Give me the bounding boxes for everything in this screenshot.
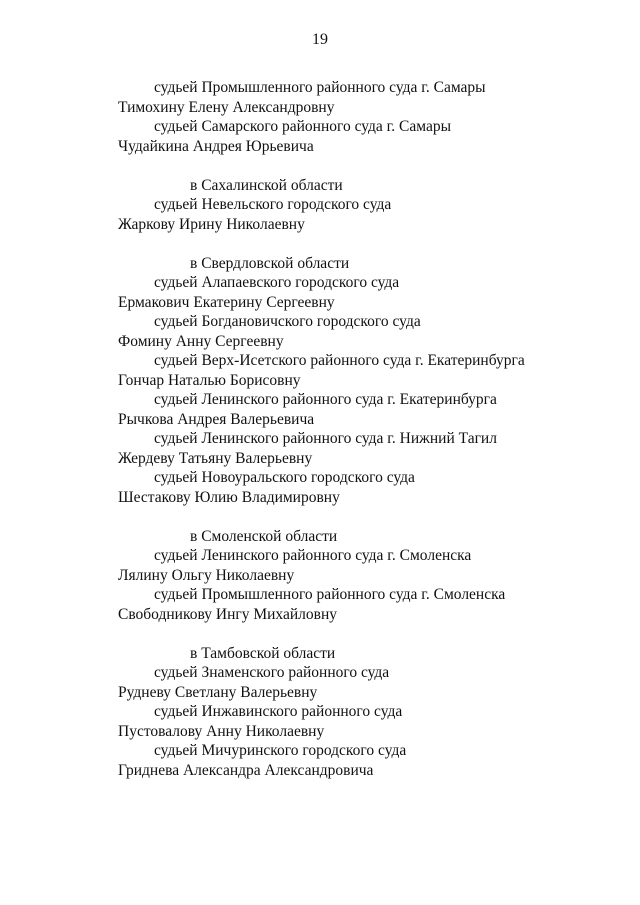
appointee-name: Пустовалову Анну Николаевну bbox=[118, 722, 325, 740]
appointee-name: Фомину Анну Сергеевну bbox=[118, 332, 284, 350]
paragraph-gap bbox=[118, 624, 618, 644]
appointee-name: Рычкова Андрея Валерьевича bbox=[118, 410, 315, 428]
court-line: судьей Ленинского районного суда г. Смоленска bbox=[154, 547, 472, 564]
court-line: судьей Мичуринского городского суда bbox=[154, 742, 407, 759]
document-body bbox=[118, 78, 618, 780]
region-heading: в Смоленской области bbox=[190, 527, 338, 545]
paragraph-gap bbox=[118, 234, 618, 254]
appointee-name: Тимохину Елену Александровну bbox=[118, 98, 335, 116]
court-line: судьей Промышленного районного суда г. Смоленска bbox=[154, 586, 506, 603]
appointee-name: Ермакович Екатерину Сергеевну bbox=[118, 293, 335, 311]
appointee-name: Рудневу Светлану Валерьевну bbox=[118, 683, 318, 701]
region-heading: в Тамбовской области bbox=[190, 644, 336, 662]
paragraph-gap bbox=[118, 156, 618, 176]
court-line: судьей Ленинского районного суда г. Нижний Тагил bbox=[154, 430, 497, 447]
court-line: судьей Инжавинского районного суда bbox=[154, 703, 403, 720]
court-line: судьей Знаменского районного суда bbox=[154, 664, 390, 681]
region-heading: в Свердловской области bbox=[190, 254, 350, 272]
appointee-name: Шестакову Юлию Владимировну bbox=[118, 488, 340, 506]
appointee-name: Свободникову Ингу Михайловну bbox=[118, 605, 337, 623]
appointee-name: Гончар Наталью Борисовну bbox=[118, 371, 301, 389]
page-number: 19 bbox=[312, 31, 328, 48]
appointee-name: Жердеву Татьяну Валерьевну bbox=[118, 449, 313, 467]
appointee-name: Жаркову Ирину Николаевну bbox=[118, 215, 305, 233]
court-line: судьей Алапаевского городского суда bbox=[154, 274, 400, 291]
court-line: судьей Богдановичского городского суда bbox=[154, 313, 421, 330]
paragraph-gap bbox=[118, 507, 618, 527]
court-line: судьей Новоуральского городского суда bbox=[154, 469, 415, 486]
court-line: судьей Промышленного районного суда г. Самары bbox=[154, 79, 486, 96]
appointee-name: Чудайкина Андрея Юрьевича bbox=[118, 137, 314, 155]
appointee-name: Гриднева Александра Александровича bbox=[118, 761, 374, 779]
appointee-name: Лялину Ольгу Николаевну bbox=[118, 566, 295, 584]
court-line: судьей Верх-Исетского районного суда г. Екатеринбурга bbox=[154, 352, 525, 369]
region-heading: в Сахалинской области bbox=[190, 176, 343, 194]
court-line: судьей Ленинского районного суда г. Екатеринбурга bbox=[154, 391, 497, 408]
court-line: судьей Самарского районного суда г. Самары bbox=[154, 118, 451, 135]
court-line: судьей Невельского городского суда bbox=[154, 196, 392, 213]
